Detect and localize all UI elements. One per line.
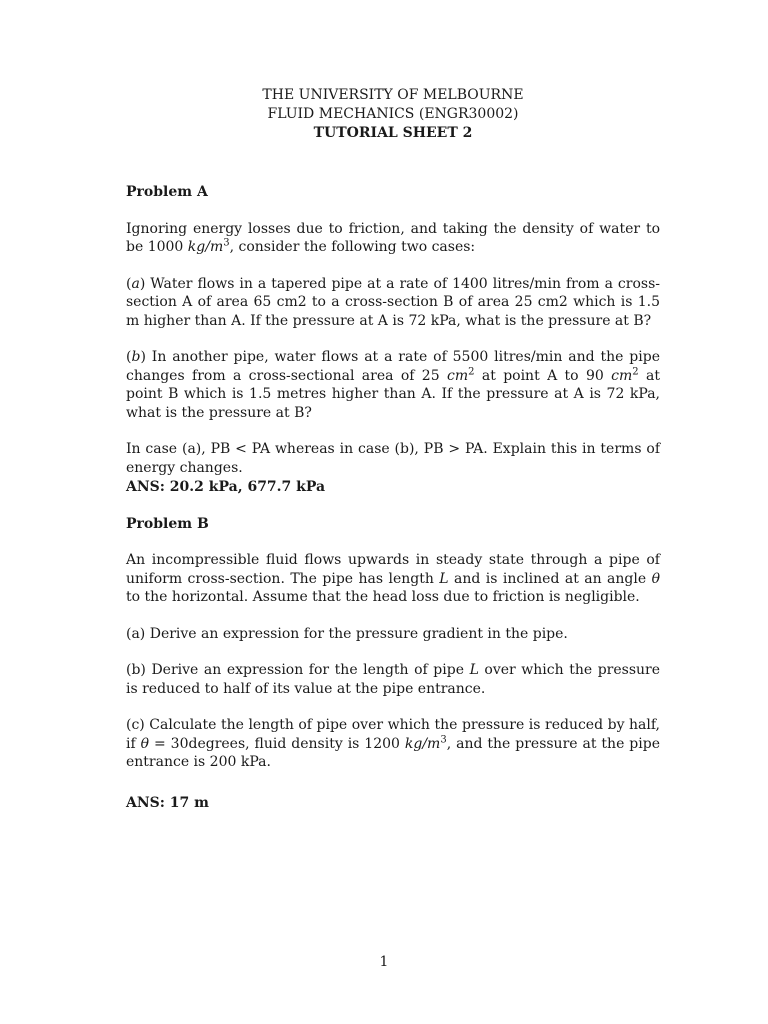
problem-b-answer: ANS: 17 m (126, 794, 209, 811)
problem-b-part-a: (a) Derive an expression for the pressure gradient in the pipe. (126, 625, 568, 642)
university-name: THE UNIVERSITY OF MELBOURNE (262, 87, 524, 103)
problem-b-part-b: (b) Derive an expression for the length of pipe L over which the pressure is reduced to half of its value at the pipe entrance. (126, 662, 661, 697)
problem-a-explain: In case (a), PB < PA whereas in case (b), PB > PA. Explain this in terms of energy changes. (126, 441, 660, 476)
problem-b-part-c: (c) Calculate the length of pipe over which the pressure is reduced by half, if θ = 30degrees, fluid density is 1200 $kg/m^3$, and the pressure at the pipe entrance is 200 kPa. (126, 717, 660, 770)
document-header (126, 86, 660, 143)
problem-a-part-b: (b) In another pipe, water flows at a rate of 5500 litres/min and the pipe changes from a cross-sectional area of 25 $cm^2$ at point A to 90 $cm^2$ at point B which is 1.5 metres higher than A. If the pressure at A is 72 kPa, what is the pressure at B? (126, 349, 660, 421)
problem-a-intro: Ignoring energy losses due to friction, and taking the density of water to be 1000 $kg/m^3$, consider the following two cases: (126, 220, 660, 255)
sheet-title: TUTORIAL SHEET 2 (313, 125, 473, 141)
problem-a-title: Problem A (126, 184, 208, 200)
document-body (126, 86, 660, 812)
problem-b-title: Problem B (126, 515, 209, 532)
problem-a-answer: ANS: 20.2 kPa, 677.7 kPa (126, 479, 326, 495)
problem-b-intro: An incompressible fluid flows upwards in steady state through a pipe of uniform cross-section. The pipe has length L and is inclined at an angle θ to the horizontal. Assume that the head loss due to friction is negligible. (126, 552, 660, 605)
page-number: 1 (379, 954, 389, 970)
course-title: FLUID MECHANICS (ENGR30002) (267, 106, 519, 122)
problem-a-part-a: (a) Water flows in a tapered pipe at a rate of 1400 litres/min from a cross-section A of area 65 cm2 to a cross-section B of area 25 cm2 which is 1.5 m higher than A. If the pressure at A is 72 kPa, what is the pressure at B? (126, 275, 660, 329)
